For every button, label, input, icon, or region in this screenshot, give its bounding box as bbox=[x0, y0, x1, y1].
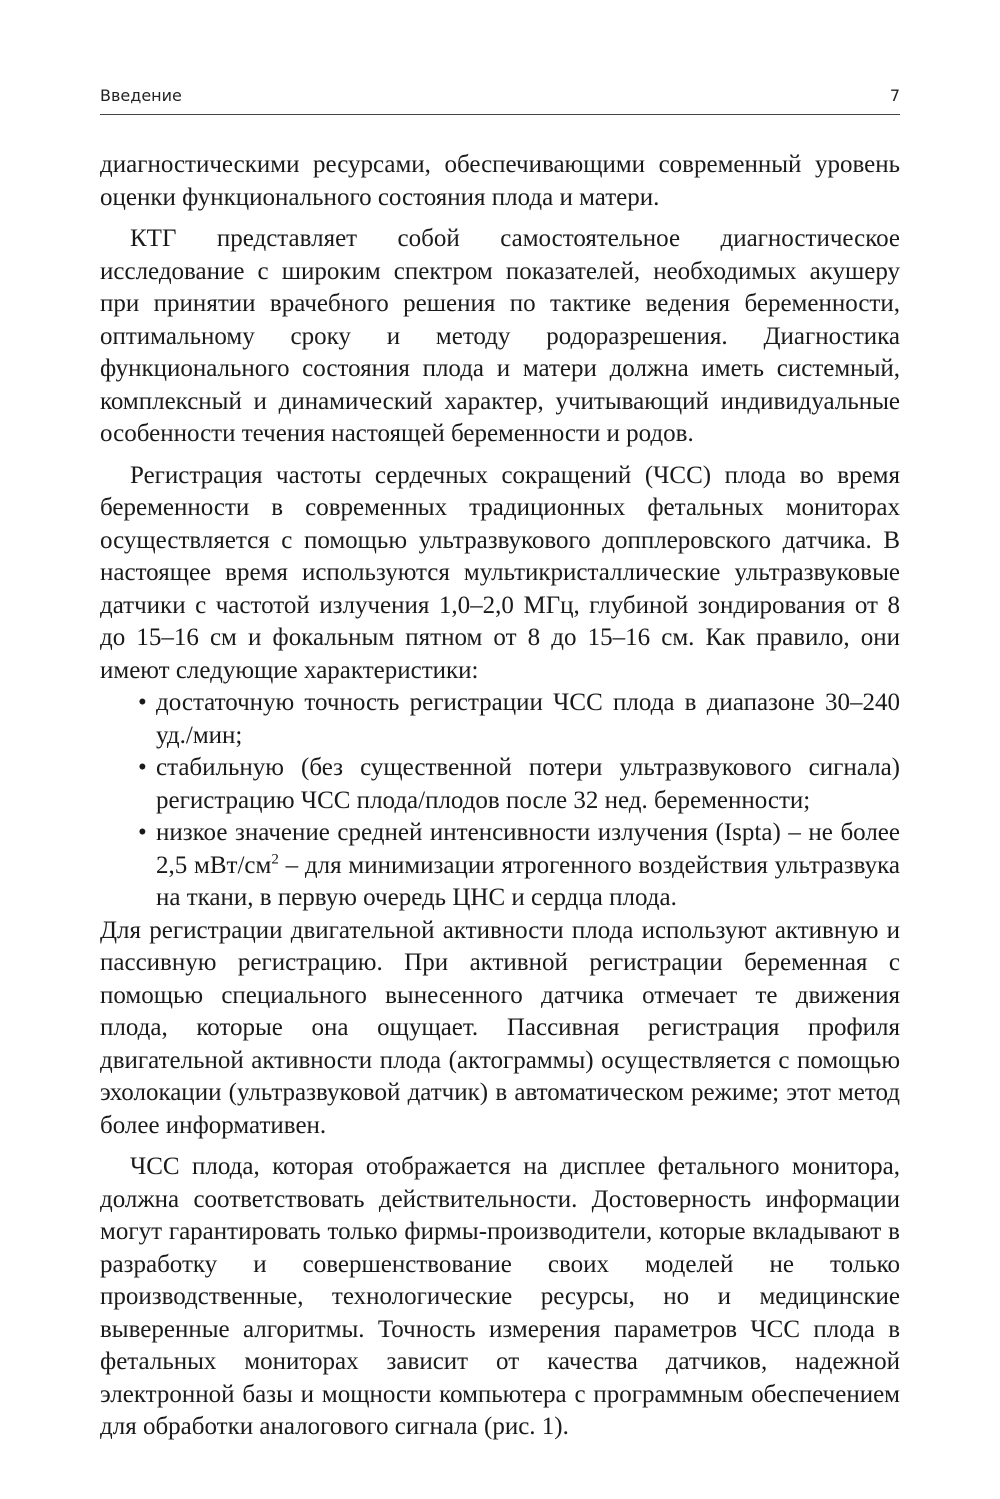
superscript: 2 bbox=[271, 851, 279, 868]
paragraph-continuation: диагностическими ресурсами, обеспечивающими современный уровень оценки функционального состояния плода и матери. bbox=[100, 151, 900, 211]
page-number: 7 bbox=[889, 86, 900, 105]
list-item-text bbox=[156, 817, 900, 915]
body-text bbox=[100, 149, 900, 1444]
list-item-text: достаточную точность регистрации ЧСС плода в диапазоне 30–240 уд./мин; bbox=[156, 689, 900, 749]
running-header bbox=[100, 86, 900, 115]
bullet-glyph: • bbox=[138, 689, 147, 716]
bullet-glyph: • bbox=[138, 754, 147, 781]
bullet-glyph: • bbox=[138, 819, 147, 846]
paragraph-ktg: КТГ представляет собой самостоятельное диагностическое исследование с широким спектром показателей, необходимых акушеру при принятии врачебного решения по тактике ведения беременности, оптимальному сроку и методу родоразрешения. Диагностика функционального состояния плода и матери должна иметь системный, комплексный и динамический характер, учитывающий индивидуальные особенности течения настоящей беременности и родов. bbox=[100, 225, 900, 447]
list-item-text-part: – для минимизации ятрогенного воздействия ультразвука на ткани, в первую очередь ЦНС и сердца плода. bbox=[156, 851, 900, 911]
paragraph-monitor-accuracy: ЧСС плода, которая отображается на дисплее фетального монитора, должна соответствовать действительности. Достоверность информации могут гарантировать только фирмы-производители, которые вкладывают в разработку и совершенствование своих моделей не только производственные, технологические ресурсы, но и медицинские выверенные алгоритмы. Точность измерения параметров ЧСС плода в фетальных мониторах зависит от качества датчиков, надежной электронной базы и мощности компьютера с программным обеспечением для обработки аналогового сигнала (рис. 1). bbox=[100, 1153, 900, 1440]
list-item-text-part: низкое значение средней интенсивности излучения (Ispta) – не более 2,5 мВт/см bbox=[156, 819, 900, 879]
paragraph-heart-rate-registration: Регистрация частоты сердечных сокращений (ЧСС) плода во время беременности в современных традиционных фетальных мониторах осуществляется с помощью ультразвукового допплеровского датчика. В настоящее время используются мультикристаллические ультразвуковые датчики с частотой излучения 1,0–2,0 МГц, глубиной зондирования от 8 до 15–16 см и фокальным пятном от 8 до 15–16 см. Как правило, они имеют следующие характеристики: bbox=[100, 461, 900, 684]
list-item bbox=[100, 817, 900, 915]
section-title: Введение bbox=[100, 86, 182, 105]
list-item-text: стабильную (без существенной потери ультразвукового сигнала) регистрацию ЧСС плода/плодов после 32 нед. беременности; bbox=[156, 754, 900, 814]
list-item bbox=[100, 687, 900, 752]
list-item bbox=[100, 752, 900, 817]
book-page bbox=[100, 86, 900, 1444]
characteristics-list bbox=[100, 687, 900, 915]
paragraph-motor-activity: Для регистрации двигательной активности плода используют активную и пассивную регистрацию. При активной регистрации беременная с помощью специального вынесенного датчика отмечает те движения плода, которые она ощущает. Пассивная регистрация профиля двигательной активности плода (актограммы) осуществляется с помощью эхолокации (ультразвуковой датчик) в автоматическом режиме; этот метод более информативен. bbox=[100, 916, 900, 1139]
